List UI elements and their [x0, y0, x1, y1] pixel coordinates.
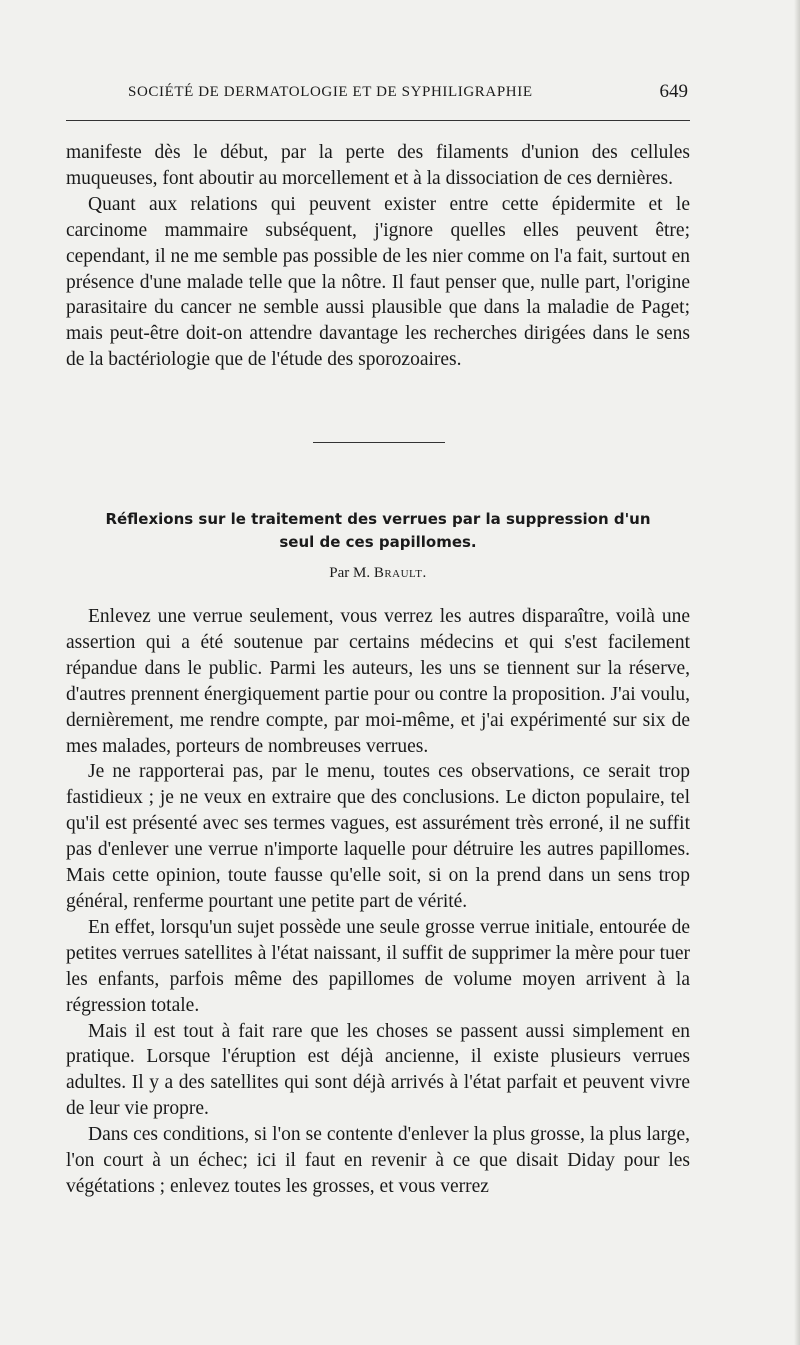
byline-prefix: Par M.: [329, 565, 374, 581]
section-separator: [313, 442, 445, 443]
paragraph: Dans ces conditions, si l'on se contente d'enlever la plus grosse, la plus large, l'on court à un échec; ici il faut en revenir à ce que disait Diday pour les végétations ; enlevez toutes les grosses, et vous verrez: [66, 1124, 690, 1197]
article-title-line: seul de ces papillomes.: [279, 533, 477, 551]
paragraph: manifeste dès le début, par la perte des filaments d'union des cellules muqueuses, font aboutir au morcellement et à la dissociation de ces dernières.: [66, 142, 690, 189]
running-title: SOCIÉTÉ DE DERMATOLOGIE ET DE SYPHILIGRAPHIE: [128, 84, 533, 100]
previous-article-text: [66, 140, 690, 373]
header-rule: [66, 120, 690, 121]
page-number: 649: [659, 81, 688, 102]
paragraph: Quant aux relations qui peuvent exister entre cette épidermite et le carcinome mammaire subséquent, j'ignore quelles elles peuvent être; cependant, il ne me semble pas possible de les nier comme on l'a fait, surtout en présence d'une malade telle que la nôtre. Il faut penser que, nulle part, l'origine parasitaire du cancer ne semble aussi plausible que dans la maladie de Paget; mais peut-être doit-on attendre davantage les recherches dirigées dans le sens de la bactériologie que de l'étude des sporozoaires.: [66, 193, 690, 371]
page-edge-shadow: [794, 0, 800, 1345]
article-body: [66, 604, 690, 1200]
paragraph: Mais il est tout à fait rare que les choses se passent aussi simplement en pratique. Lorsque l'éruption est déjà ancienne, il existe plusieurs verrues adultes. Il y a des satellites qui sont déjà arrivés à l'état parfait et peuvent vivre de leur vie propre.: [66, 1020, 690, 1120]
article-title-line: Réflexions sur le traitement des verrues par la suppression d'un: [105, 510, 651, 528]
author-name: Brault.: [373, 565, 427, 581]
paragraph: Je ne rapporterai pas, par le menu, toutes ces observations, ce serait trop fastidieux ; je ne veux en extraire que des conclusions. Le dicton populaire, tel qu'il est présenté avec ses termes vagues, est assurément très erroné, il ne suffit pas d'enlever une verrue n'importe laquelle pour détruire les autres papillomes. Mais cette opinion, toute fausse qu'elle soit, si on la prend dans un sens trop général, renferme pourtant une petite part de vérité.: [66, 761, 690, 912]
paragraph: Enlevez une verrue seulement, vous verrez les autres disparaître, voilà une assertion qui a été soutenue par certains médecins et qui s'est facilement répandue dans le public. Parmi les auteurs, les uns se tiennent sur la réserve, d'autres prennent énergiquement partie pour ou contre la proposition. J'ai voulu, dernièrement, me rendre compte, par moi-même, et j'ai expérimenté sur six de mes malades, porteurs de nombreuses verrues.: [66, 606, 690, 757]
paragraph: En effet, lorsqu'un sujet possède une seule grosse verrue initiale, entourée de petites verrues satellites à l'état naissant, il suffit de supprimer la mère pour tuer les enfants, parfois même des papillomes de volume moyen arrivent à la régression totale.: [66, 916, 690, 1016]
article-title: [66, 508, 690, 554]
byline: [66, 565, 690, 582]
